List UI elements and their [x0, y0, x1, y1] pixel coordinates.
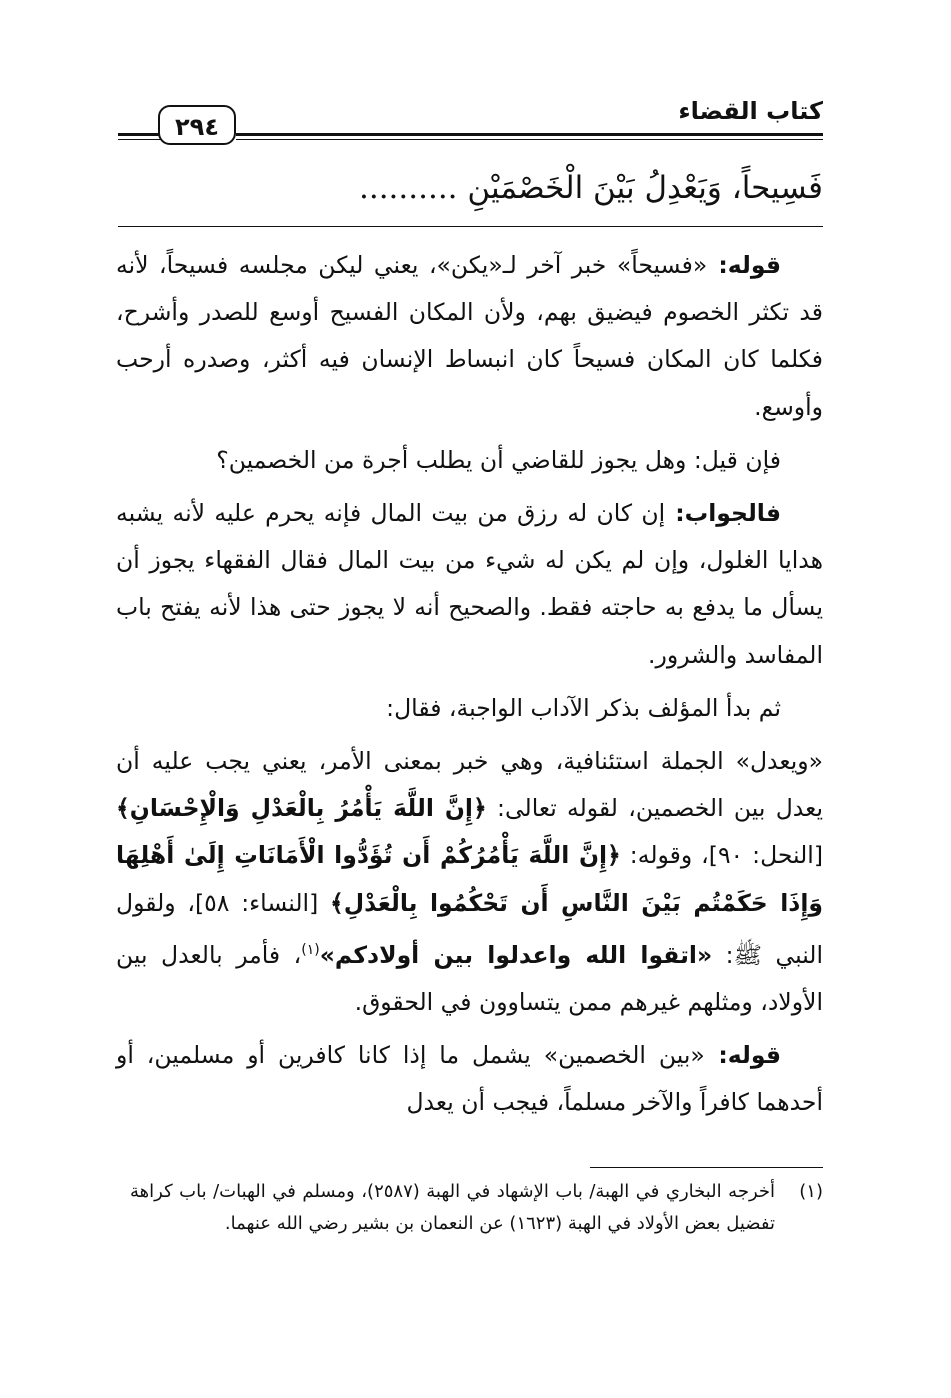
- paragraph-text: «ويعدل» الجملة استئنافية، وهي خبر بمعنى الأمر، يعني يجب عليه أن يعدل بين الخصمين، لقوله تعالى:: [116, 747, 823, 823]
- paragraph: [116, 490, 823, 679]
- footnotes: [130, 1176, 823, 1240]
- matn-separator: [118, 226, 823, 227]
- paragraph: [116, 685, 823, 732]
- paragraph-text: إن كان له رزق من بيت المال فإنه يحرم عليه لأنه يشبه هدايا الغلول، وإن لم يكن له شيء من بيت المال فقال الفقهاء يجوز أن يسأل ما يدفع به حاجته فقط. والصحيح أنه لا يجوز حتى هذا لأنه يفتح باب المفاسد والشرور.: [116, 499, 823, 669]
- page-header: [118, 95, 823, 145]
- header-rule: [236, 133, 823, 136]
- paragraph-text: ثم بدأ المؤلف بذكر الآداب الواجبة، فقال:: [386, 693, 781, 722]
- paragraph-text: ، فأمر بالعدل بين الأولاد، ومثلهم غيرهم ممن يتساوون في الحقوق.: [116, 940, 823, 1016]
- footnote-text: أخرجه البخاري في الهبة/ باب الإشهاد في الهبة (٢٥٨٧)، ومسلم في الهبات/ باب كراهة تفضيل بعض الأولاد في الهبة (١٦٢٣) عن النعمان بن بشير رضي الله عنهما.: [130, 1181, 776, 1234]
- verse-reference: [النساء: ٥٨]، ولقول النبي ﷺ:: [116, 888, 823, 969]
- paragraph-text: فإن قيل: وهل يجوز للقاضي أن يطلب أجرة من الخصمين؟: [216, 445, 781, 474]
- paragraph-lead: قوله:: [707, 251, 781, 279]
- footnote-number: (١): [799, 1181, 823, 1202]
- page-number: ٢٩٤: [158, 105, 236, 145]
- matn-line: فَسِيحاً، وَيَعْدِلُ بَيْنَ الْخَصْمَيْنِ ..........: [358, 170, 823, 206]
- running-title: كتاب القضاء: [678, 97, 823, 125]
- quran-verse: ﴿إِنَّ اللَّهَ يَأْمُرُ بِالْعَدْلِ وَالْإِحْسَانِ﴾: [116, 794, 487, 823]
- footnote-marker[interactable]: (١): [301, 941, 320, 958]
- paragraph-text: «فسيحاً» خبر آخر لـ«يكن»، يعني ليكن مجلسه فسيحاً، لأنه قد تكثر الخصوم فيضيق بهم، ولأن المكان الفسيح أوسع للصدر وأشرح، فكلما كان المكان فسيحاً كان انبساط الإنسان فيه أكثر، وصدره أرحب وأوسع.: [116, 251, 823, 421]
- header-rule: [118, 133, 162, 136]
- verse-reference: [النحل: ٩٠]، وقوله:: [620, 841, 823, 870]
- paragraph: [116, 437, 823, 484]
- paragraph: [116, 1032, 823, 1126]
- paragraph-lead: قوله:: [704, 1041, 782, 1070]
- footnote: [130, 1176, 823, 1240]
- footnote-separator: [590, 1167, 823, 1168]
- paragraph: [116, 242, 823, 431]
- paragraph-lead: فالجواب:: [665, 499, 781, 528]
- commentary-body: [116, 242, 823, 1132]
- paragraph-text: «بين الخصمين» يشمل ما إذا كانا كافرين أو مسلمين، أو أحدهما كافراً والآخر مسلماً، فيجب أن يعدل: [116, 1041, 823, 1117]
- paragraph: [116, 738, 823, 1026]
- hadith-quote: «اتقوا الله واعدلوا بين أولادكم»: [319, 940, 713, 969]
- header-rule-thin: [118, 139, 162, 140]
- header-rule-thin: [236, 139, 823, 140]
- quran-verse: ﴿إِنَّ اللَّهَ يَأْمُرُكُمْ أَن تُؤَدُّوا الْأَمَانَاتِ إِلَىٰ أَهْلِهَا وَإِذَا حَكَمْتُم بَيْنَ النَّاسِ أَن تَحْكُمُوا بِالْعَدْلِ﴾: [116, 841, 823, 917]
